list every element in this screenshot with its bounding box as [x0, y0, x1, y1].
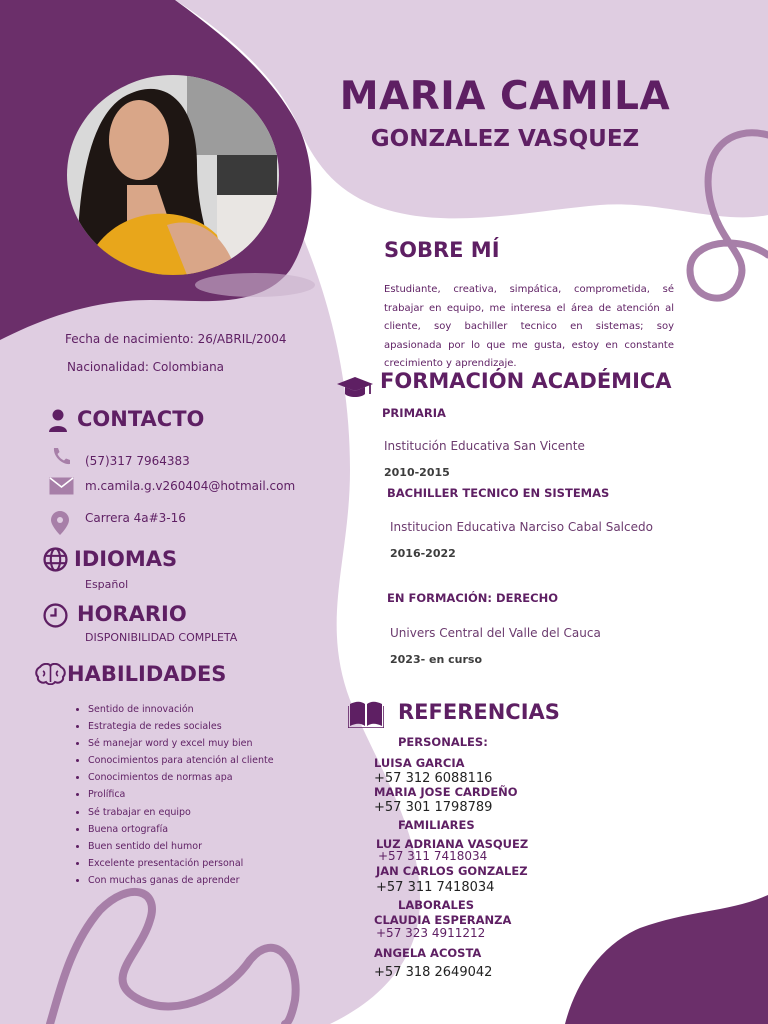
brain-icon [35, 663, 66, 685]
person-icon [48, 409, 68, 433]
education-title: FORMACIÓN ACADÉMICA [380, 369, 672, 393]
skill-item: • Buena ortografía [88, 821, 274, 838]
reference-name: LUZ ADRIANA VASQUEZ [376, 837, 529, 851]
about-title: SOBRE MÍ [384, 238, 500, 262]
skill-item: • Buen sentido del humor [88, 838, 274, 855]
education-level-2: BACHILLER TECNICO EN SISTEMAS [387, 486, 610, 500]
reference-phone: +57 323 4911212 [376, 926, 486, 940]
globe-icon [43, 547, 68, 572]
schedule-value: DISPONIBILIDAD COMPLETA [85, 631, 238, 644]
skill-item: • Estrategia de redes sociales [88, 718, 274, 735]
skill-item: • Sentido de innovación [88, 701, 274, 718]
education-level-1: PRIMARIA [382, 406, 446, 420]
email-address[interactable]: m.camila.g.v260404@hotmail.com [85, 479, 296, 493]
education-institution-1: Institución Educativa San Vicente [384, 439, 585, 453]
skill-item: • Con muchas ganas de aprender [88, 872, 274, 889]
address: Carrera 4a#3-16 [85, 511, 186, 525]
mail-icon [49, 477, 74, 495]
profile-photo [67, 75, 279, 275]
education-institution-3: Univers Central del Valle del Cauca [390, 626, 601, 640]
phone-icon [51, 446, 71, 466]
graduation-cap-icon [336, 376, 374, 400]
education-institution-2: Institucion Educativa Narciso Cabal Salcedo [390, 520, 653, 534]
reference-phone: +57 311 7418034 [378, 849, 488, 863]
skills-list [70, 701, 274, 889]
reference-name: JAN CARLOS GONZALEZ [376, 864, 528, 878]
skill-item: • Conocimientos de normas apa [88, 769, 274, 786]
education-level-3: EN FORMACIÓN: DERECHO [387, 591, 558, 605]
reference-name: MARIA JOSE CARDEÑO [374, 785, 518, 799]
bottom-right-blob [565, 895, 768, 1024]
clock-icon [43, 603, 68, 628]
about-text: Estudiante, creativa, simpática, comprometida, sé trabajar en equipo, me interesa el área de atención al cliente, soy bachiller tecnico en sistemas; soy apasionada por lo que me gusta, estoy en constante crecimiento y aprendizaje. [384, 284, 674, 369]
schedule-title: HORARIO [77, 602, 187, 626]
references-work-label: LABORALES [398, 898, 474, 912]
contact-title: CONTACTO [77, 407, 205, 431]
reference-phone: +57 312 6088116 [374, 771, 493, 786]
first-name: MARIA CAMILA [339, 74, 671, 119]
skill-item: • Excelente presentación personal [88, 855, 274, 872]
last-name: GONZALEZ VASQUEZ [370, 126, 640, 152]
birth-date: Fecha de nacimiento: 26/ABRIL/2004 [65, 332, 287, 346]
reference-name: CLAUDIA ESPERANZA [374, 913, 512, 927]
education-years-3: 2023- en curso [390, 653, 483, 666]
reference-phone: +57 318 2649042 [374, 965, 493, 980]
skills-title: HABILIDADES [67, 662, 227, 686]
nationality: Nacionalidad: Colombiana [67, 360, 225, 374]
location-icon [51, 511, 69, 535]
references-family-label: FAMILIARES [398, 818, 475, 832]
book-icon [348, 700, 384, 728]
language-value: Español [85, 578, 129, 591]
reference-phone: +57 311 7418034 [376, 880, 495, 895]
skill-item: • Prolífica [88, 786, 274, 803]
skill-item: • Conocimientos para atención al cliente [88, 752, 274, 769]
reference-name: LUISA GARCIA [374, 756, 465, 770]
reference-phone: +57 301 1798789 [374, 800, 493, 815]
education-years-1: 2010-2015 [384, 466, 450, 479]
phone-number[interactable]: (57)317 7964383 [85, 454, 190, 468]
references-title: REFERENCIAS [398, 700, 560, 724]
references-personal-label: PERSONALES: [398, 735, 488, 749]
reference-name: ANGELA ACOSTA [374, 946, 482, 960]
skill-item: • Sé manejar word y excel muy bien [88, 735, 274, 752]
education-years-2: 2016-2022 [390, 547, 456, 560]
skill-item: • Sé trabajar en equipo [88, 804, 274, 821]
languages-title: IDIOMAS [74, 547, 178, 571]
